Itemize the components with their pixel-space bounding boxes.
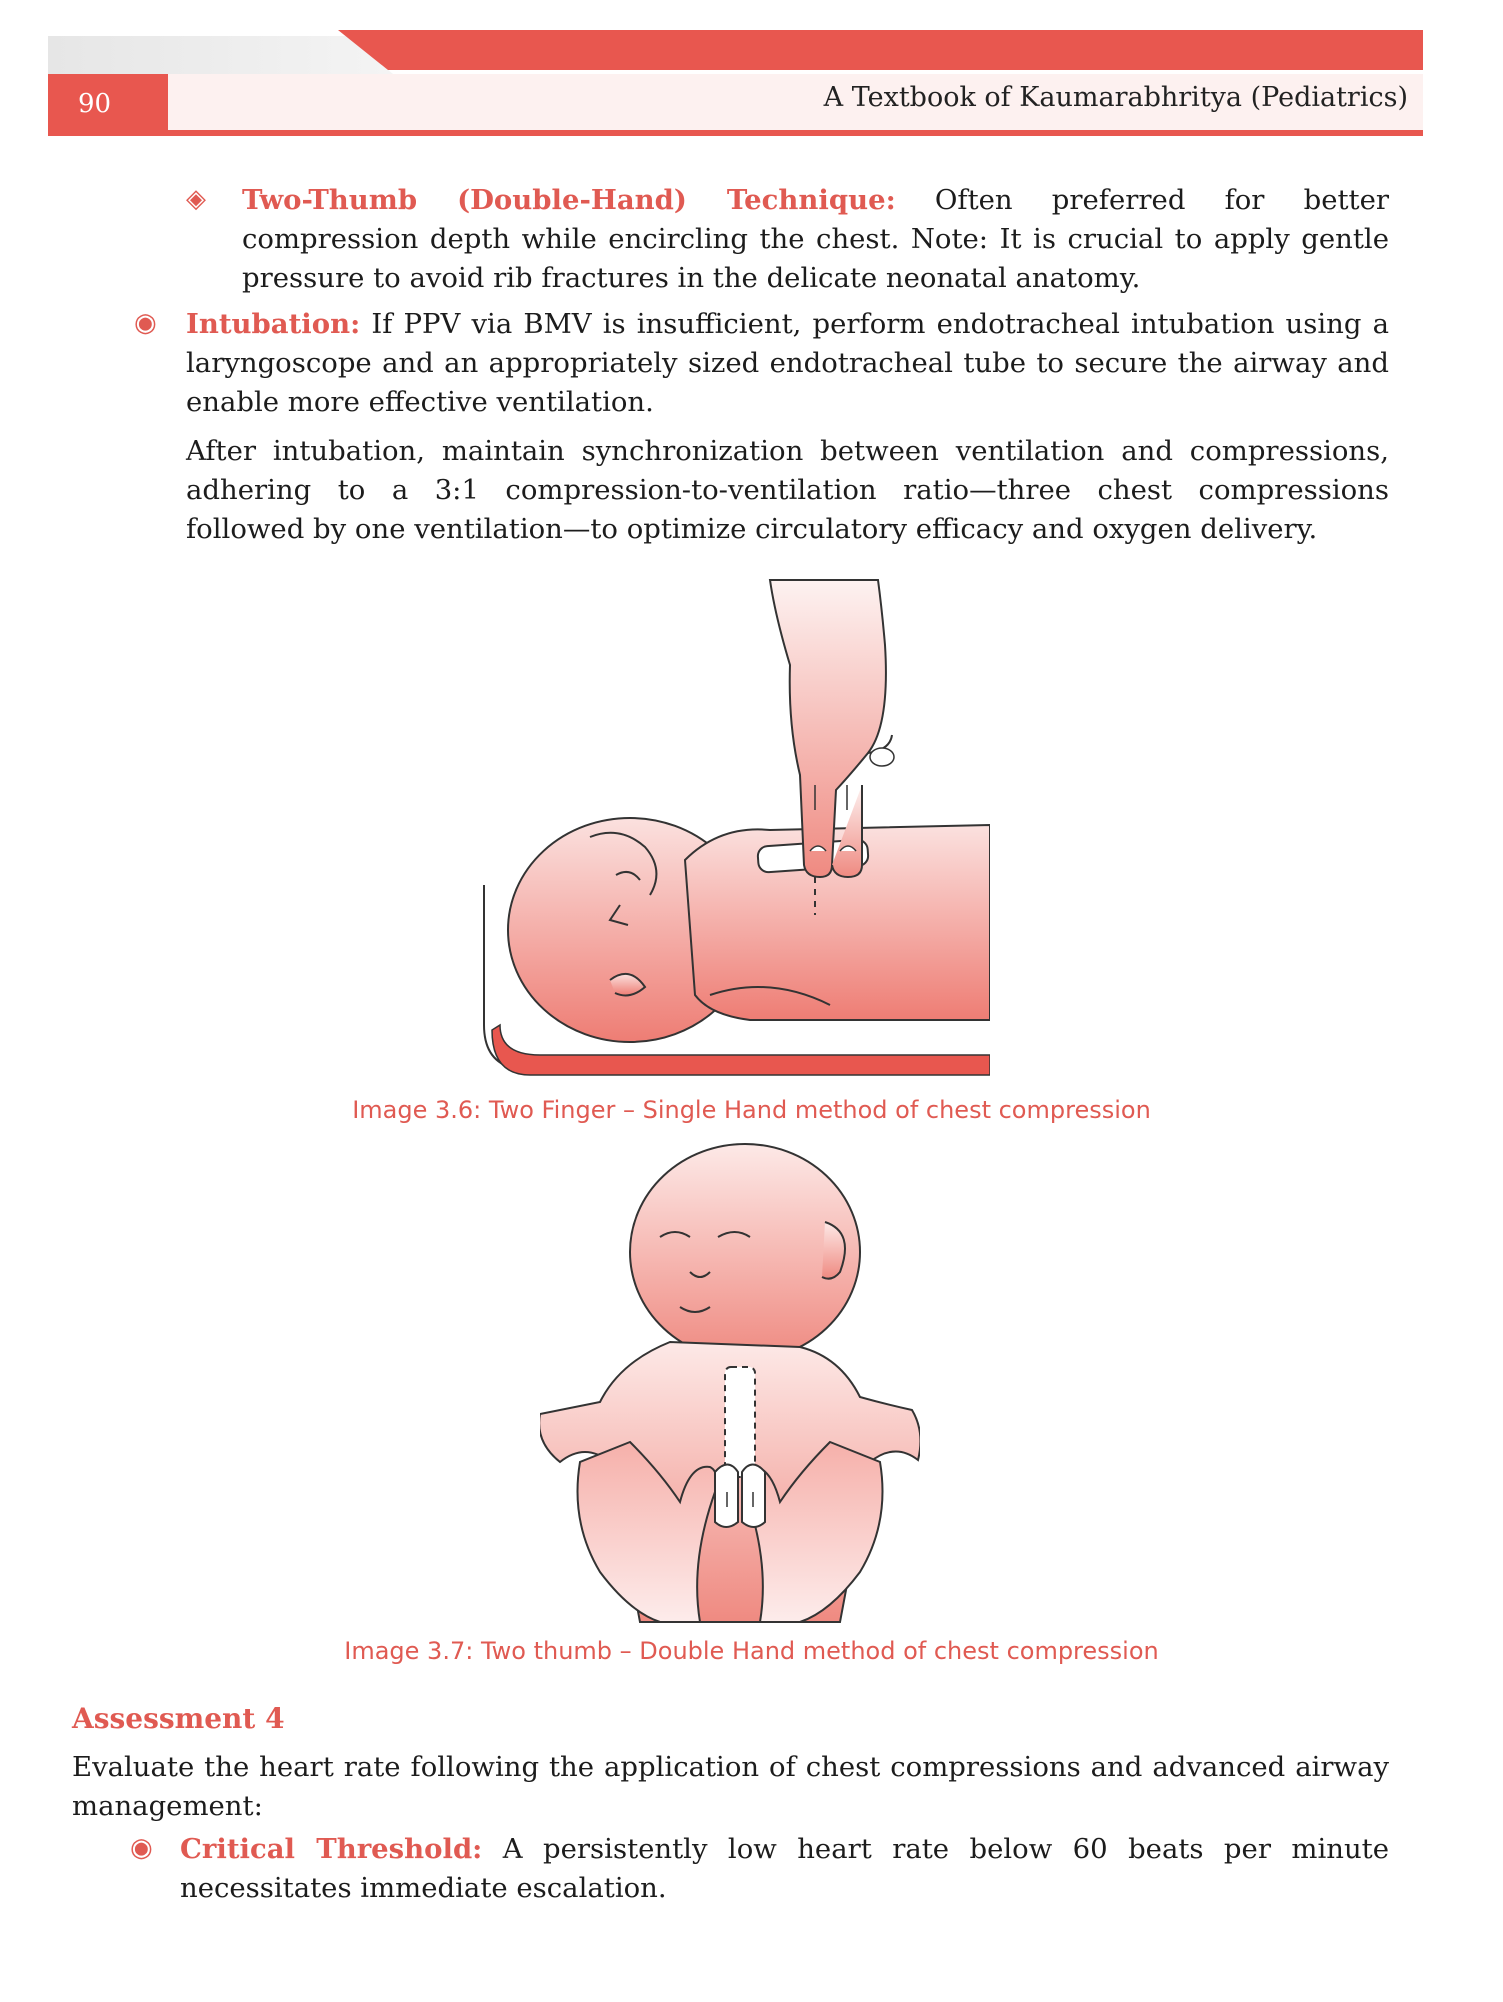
two-thumb-compression-illustration — [540, 1142, 920, 1627]
intubation-lead: Intubation: — [186, 308, 361, 340]
book-title: A Textbook of Kaumarabhritya (Pediatrics) — [823, 82, 1408, 113]
circle-bullet-icon: ◉ — [134, 308, 157, 338]
page-number: 90 — [78, 89, 112, 119]
assessment-intro: Evaluate the heart rate following the application of chest compressions and advanced airway management: — [72, 1751, 1389, 1822]
image-3-6-caption: Image 3.6: Two Finger – Single Hand method of chest compression — [352, 1096, 1151, 1124]
intubation-text: If PPV via BMV is insufficient, perform endotracheal intubation using a laryngoscope and an appropriately sized endotracheal tube to secure the airway and enable more effective ventilation. — [186, 308, 1389, 418]
circle-bullet-icon: ◉ — [130, 1833, 153, 1863]
image-3-7-caption: Image 3.7: Two thumb – Double Hand method of chest compression — [344, 1637, 1159, 1665]
two-thumb-lead: Two-Thumb (Double-Hand) Technique: — [242, 184, 896, 216]
assessment-heading: Assessment 4 — [72, 1702, 285, 1735]
intubation-paragraph — [186, 305, 1389, 422]
after-intubation-paragraph: After intubation, maintain synchronization between ventilation and compressions, adhering to a 3:1 compression-to-ventilation ratio—three chest compressions followed by one ventilation—to optimize circulatory efficacy and oxygen delivery. — [186, 435, 1389, 545]
critical-threshold-text: A persistently low heart rate below 60 beats per minute necessitates immediate escalation. — [180, 1833, 1389, 1904]
two-thumb-paragraph — [242, 181, 1389, 298]
two-finger-compression-illustration — [470, 575, 990, 1080]
two-thumb-text: Often preferred for better compression depth while encircling the chest. Note: It is crucial to apply gentle pressure to avoid rib fractures in the delicate neonatal anatomy. — [242, 184, 1389, 294]
critical-threshold-paragraph — [180, 1830, 1389, 1908]
diamond-bullet-icon: ◈ — [186, 184, 206, 214]
critical-threshold-lead: Critical Threshold: — [180, 1833, 483, 1865]
